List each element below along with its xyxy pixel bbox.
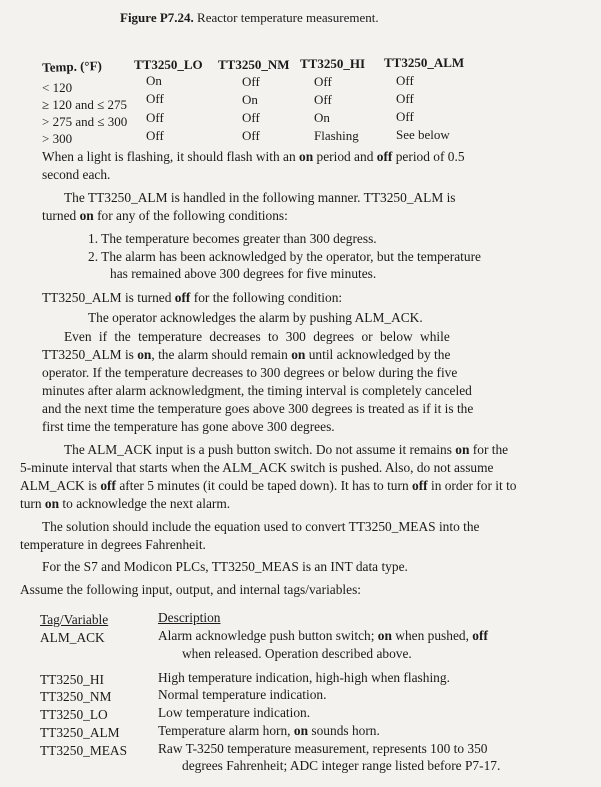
table-cell: Off (314, 92, 332, 107)
text: on (79, 208, 94, 223)
table-cell: < 120 (42, 80, 73, 95)
condition-item-1: 1. The temperature becomes greater than 300 degress. (88, 231, 377, 246)
text: off (376, 149, 393, 164)
off-condition-detail: The operator acknowledges the alarm by pushing ALM_ACK. (88, 310, 423, 325)
figure-title: Reactor temperature measurement. (197, 10, 379, 25)
text: when pushed, (391, 628, 473, 643)
text: Alarm acknowledge push button switch; (158, 628, 378, 643)
tag-meas: TT3250_MEAS (40, 743, 128, 758)
desc-alm-ack (158, 627, 488, 644)
text: on (291, 347, 306, 362)
table-cell: Off (396, 109, 414, 124)
para-even-line1: Even if the temperature decreases to 300 degrees or below while (64, 329, 450, 344)
tag-alm-ack: ALM_ACK (40, 630, 105, 645)
para-even-line4: minutes after alarm acknowledgment, the timing interval is completely canceled (42, 383, 472, 398)
figure-label: Figure P7.24. (120, 10, 194, 25)
text: off (472, 628, 488, 643)
para-ack-line1 (64, 441, 508, 458)
para-solution-line1: The solution should include the equation used to convert TT3250_MEAS into the (42, 519, 480, 534)
desc-alm (158, 722, 380, 739)
text: turned (42, 208, 80, 223)
text: in order for it to (427, 478, 517, 493)
text: to acknowledge the next alarm. (59, 496, 231, 511)
table-cell: Off (396, 91, 414, 106)
alm-intro-line1: The TT3250_ALM is handled in the following manner. TT3250_ALM is (64, 190, 456, 205)
table-cell: On (146, 73, 162, 88)
text: When a light is flashing, it should flash with an (42, 149, 299, 164)
table-cell: Off (242, 74, 260, 89)
text: on (299, 149, 314, 164)
desc-meas-line2: degrees Fahrenheit; ADC integer range listed before P7-17. (182, 758, 501, 773)
text: on (293, 723, 309, 738)
table-cell: Off (314, 74, 332, 89)
text: for any of the following conditions: (93, 208, 288, 223)
tag-header: Tag/Variable (40, 612, 109, 627)
text: off (174, 290, 191, 305)
alm-intro-line2 (42, 207, 288, 224)
text: off (412, 478, 428, 493)
text: on (377, 628, 392, 643)
table-cell: Off (242, 110, 260, 125)
desc-header: Description (158, 610, 221, 625)
tag-hi: TT3250_HI (40, 672, 104, 687)
table-header-nm: TT3250_NM (218, 57, 290, 72)
text: on (137, 347, 152, 362)
text: on (44, 496, 60, 511)
text: for the following condition: (190, 290, 343, 305)
text: TT3250_ALM is turned (42, 290, 175, 305)
tag-nm: TT3250_NM (40, 689, 112, 704)
off-condition-line (42, 289, 342, 306)
text: off (100, 478, 116, 493)
text: period and (313, 149, 377, 164)
table-header-temp: Temp. (°F) (42, 57, 103, 75)
table-cell: Off (146, 128, 164, 143)
para-even-line5: and the next time the temperature goes above 300 degrees is treated as if it is the (42, 401, 474, 416)
text: , the alarm should remain (151, 347, 292, 362)
condition-item-2: 2. The alarm has been acknowledged by the operator, but the temperature (88, 249, 481, 264)
table-cell: On (314, 110, 330, 125)
para-assume: Assume the following input, output, and internal tags/variables: (20, 582, 362, 597)
text: after 5 minutes (it could be taped down). It has to turn (115, 478, 412, 493)
desc-alm-ack-line2: when released. Operation described above. (182, 646, 412, 661)
table-cell: Off (396, 73, 414, 88)
table-cell: Off (242, 128, 260, 143)
desc-hi: High temperature indication, high-high when flashing. (158, 670, 450, 685)
table-cell: Flashing (314, 128, 359, 143)
para-ack-line2: 5-minute interval that starts when the ALM_ACK switch is pushed. Also, do not assume (20, 460, 494, 475)
figure-caption (120, 9, 379, 26)
tag-alm: TT3250_ALM (40, 725, 120, 740)
tag-lo: TT3250_LO (40, 707, 108, 722)
para-ack-line3 (20, 477, 517, 494)
table-header-alm: TT3250_ALM (384, 55, 465, 70)
flash-note (42, 148, 465, 165)
flash-note-line2: second each. (42, 167, 111, 182)
text: sounds horn. (308, 723, 380, 738)
text: Temperature alarm horn, (158, 723, 294, 738)
text: until acknowledged by the (305, 347, 451, 362)
table-cell: See below (396, 127, 450, 142)
text: period of 0.5 (392, 149, 465, 164)
text: for the (469, 442, 509, 457)
table-cell: On (242, 92, 258, 107)
para-solution-line2: temperature in degrees Fahrenheit. (20, 537, 206, 552)
condition-item-2-cont: has remained above 300 degrees for five minutes. (110, 266, 377, 281)
desc-meas: Raw T-3250 temperature measurement, represents 100 to 350 (158, 741, 488, 756)
table-cell: Off (146, 110, 164, 125)
text: TT3250_ALM is (42, 347, 138, 362)
table-cell: > 275 and ≤ 300 (42, 114, 128, 129)
text: on (455, 442, 470, 457)
para-even-line3: operator. If the temperature decreases to 300 degrees or below during the five (42, 365, 458, 380)
text: The ALM_ACK input is a push button switch. Do not assume it remains (64, 442, 456, 457)
table-cell: Off (146, 91, 164, 106)
text: ALM_ACK is (20, 478, 101, 493)
para-s7: For the S7 and Modicon PLCs, TT3250_MEAS is an INT data type. (42, 559, 408, 574)
para-even-line6: first time the temperature has gone above 300 degrees. (42, 419, 335, 434)
desc-nm: Normal temperature indication. (158, 687, 327, 702)
table-header-hi: TT3250_HI (300, 56, 366, 71)
para-ack-line4 (20, 495, 230, 512)
table-header-lo: TT3250_LO (134, 57, 203, 72)
table-cell: > 300 (42, 131, 73, 146)
desc-lo: Low temperature indication. (158, 705, 311, 720)
table-cell: ≥ 120 and ≤ 275 (42, 97, 128, 112)
text: turn (20, 496, 45, 511)
para-even-line2 (42, 346, 450, 363)
